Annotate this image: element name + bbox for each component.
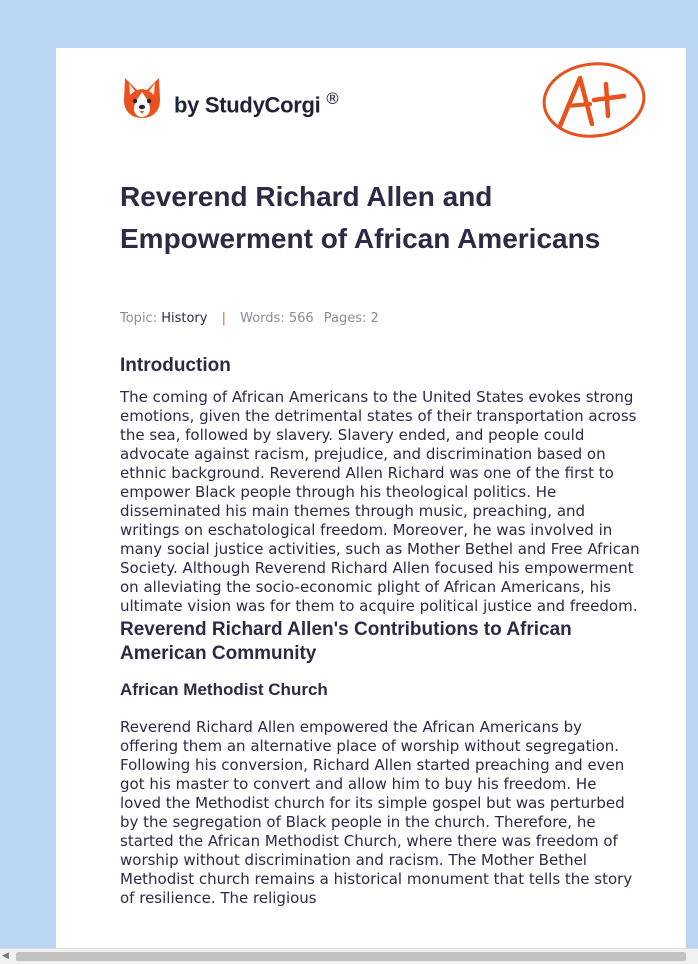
scroll-left-arrow-icon[interactable]: ◀ — [2, 951, 9, 961]
studycorgi-logo[interactable] — [122, 76, 340, 120]
document-title: Reverend Richard Allen and Empowerment of African Americans — [120, 181, 601, 254]
section-heading-contributions: Reverend Richard Allen's Contributions to African American Community — [120, 619, 572, 664]
word-count: Words: 566 — [240, 311, 314, 326]
meta-separator: | — [221, 311, 226, 326]
grade-a-plus-icon — [540, 60, 648, 140]
topic-label: Topic: — [120, 311, 158, 326]
page-count: Pages: 2 — [323, 311, 379, 326]
corgi-icon — [122, 76, 162, 120]
subheading-african-methodist-church: African Methodist Church — [120, 680, 328, 699]
document-body — [120, 354, 640, 908]
paragraph-african-methodist-church: Reverend Richard Allen empowered the African Americans by offering them an alternative place of worship without segregation. Following his conversion, Richard Allen started preaching and even got his master to convert and allow him to buy his freedom. He loved the Methodist church for its simple gospel but was perturbed by the segregation of Black people in the church. Therefore, he started the African Methodist Church, where there was freedom of worship without discrimination and racism. The Mother Bethel Methodist church remains a historical monument that tells the story of resilience. The religious — [120, 718, 633, 907]
scrollbar-thumb[interactable] — [16, 952, 686, 961]
document-meta — [120, 311, 379, 326]
section-heading-introduction: Introduction — [120, 355, 231, 376]
horizontal-scrollbar[interactable] — [0, 948, 698, 964]
registered-mark: ® — [324, 89, 341, 109]
paragraph-introduction: The coming of African Americans to the United States evokes strong emotions, given the detrimental states of their transportation across the sea, followed by slavery. Slavery ended, and people could advocate against racism, prejudice, and discrimination based on ethnic background. Reverend Allen Richard was one of the first to empower Black people through his theological politics. He disseminated his main themes through music, preaching, and writings on eschatological freedom. Moreover, he was involved in many social justice activities, such as Mother Bethel and Free African Society. Although Reverend Richard Allen focused his empowerment on alleviating the socio-economic plight of African Americans, his ultimate vision was for them to acquire political justice and freedom. — [120, 388, 640, 615]
document-page — [56, 48, 686, 952]
brand-name: by StudyCorgi ® — [174, 89, 341, 118]
topic-link[interactable]: History — [161, 311, 208, 326]
